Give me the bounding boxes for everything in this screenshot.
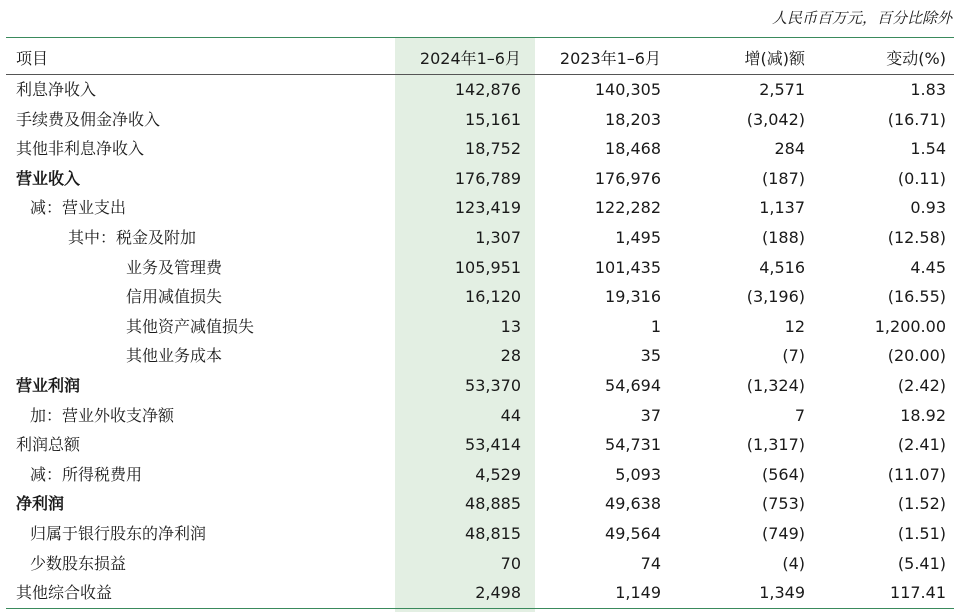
value-2024h1: 48,815: [465, 523, 521, 543]
value-change-amount: (753): [761, 494, 805, 514]
value-2024h1: 18,752: [465, 139, 521, 159]
value-change-percent: (0.11): [897, 168, 946, 188]
value-change-amount: (1,317): [746, 435, 805, 455]
value-2023h1: 18,203: [605, 109, 661, 129]
row-label: 信用减值损失: [126, 287, 223, 307]
row-label: 加：营业外收支净额: [30, 405, 175, 425]
table-row: [6, 430, 954, 460]
value-2024h1: 1,307: [475, 227, 521, 247]
unit-note: 人民币百万元，百分比除外: [771, 9, 952, 27]
value-2024h1: 2,498: [475, 583, 521, 603]
value-change-amount: 7: [794, 405, 805, 425]
value-2023h1: 49,564: [605, 523, 661, 543]
header-change-amount: 增(减)额: [675, 44, 815, 75]
value-change-amount: 2,571: [759, 80, 805, 99]
value-change-percent: (2.41): [897, 435, 946, 455]
table-top-rule: [6, 37, 954, 38]
value-2024h1: 48,885: [465, 494, 521, 514]
table-row: [6, 134, 954, 164]
header-item: 项目: [6, 44, 395, 75]
value-2023h1: 140,305: [594, 80, 661, 99]
value-change-percent: 0.93: [910, 198, 946, 218]
value-change-amount: (7): [782, 346, 805, 366]
row-label: 减：营业支出: [30, 198, 127, 218]
value-change-percent: 1.83: [910, 80, 946, 99]
table-bottom-rule: [6, 608, 954, 609]
table-row: [6, 253, 954, 283]
value-change-amount: (564): [761, 464, 805, 484]
value-2023h1: 1,149: [615, 583, 661, 603]
header-2024h1: 2024年1–6月: [395, 44, 535, 75]
value-change-percent: 117.41: [890, 583, 946, 603]
value-change-amount: 1,137: [759, 198, 805, 218]
value-change-percent: (11.07): [887, 464, 946, 484]
value-change-amount: (749): [761, 523, 805, 543]
value-2024h1: 13: [500, 316, 521, 336]
table-row: [6, 401, 954, 431]
value-change-percent: (16.71): [887, 109, 946, 129]
value-2024h1: 142,876: [454, 80, 521, 99]
table-row: [6, 312, 954, 342]
value-2023h1: 5,093: [615, 464, 661, 484]
value-change-amount: 284: [774, 139, 805, 159]
value-change-amount: (3,196): [746, 287, 805, 307]
value-change-percent: (1.52): [897, 494, 946, 514]
row-label: 归属于银行股东的净利润: [30, 523, 207, 543]
value-2023h1: 101,435: [594, 257, 661, 277]
value-2023h1: 18,468: [605, 139, 661, 159]
row-label: 其他资产减值损失: [126, 316, 255, 336]
row-label: 营业收入: [16, 168, 81, 188]
value-change-amount: (187): [761, 168, 805, 188]
table-row: [6, 549, 954, 579]
value-change-percent: 18.92: [900, 405, 946, 425]
row-label: 其中：税金及附加: [68, 227, 197, 247]
value-2023h1: 176,976: [594, 168, 661, 188]
value-change-percent: 1,200.00: [874, 316, 946, 336]
value-2024h1: 53,370: [465, 375, 521, 395]
value-change-percent: (20.00): [887, 346, 946, 366]
row-label: 业务及管理费: [126, 257, 223, 277]
table-row: [6, 282, 954, 312]
value-2024h1: 15,161: [465, 109, 521, 129]
value-2024h1: 176,789: [454, 168, 521, 188]
row-label: 其他业务成本: [126, 346, 223, 366]
row-label: 其他综合收益: [16, 583, 113, 603]
row-label: 少数股东损益: [30, 553, 127, 573]
value-change-amount: 4,516: [759, 257, 805, 277]
value-2023h1: 37: [640, 405, 661, 425]
value-2023h1: 1,495: [615, 227, 661, 247]
value-2024h1: 4,529: [475, 464, 521, 484]
value-2023h1: 122,282: [594, 198, 661, 218]
value-change-amount: 12: [784, 316, 805, 336]
header-row: [6, 44, 954, 75]
table-row: [6, 519, 954, 549]
value-change-amount: (1,324): [746, 375, 805, 395]
value-change-amount: (188): [761, 227, 805, 247]
value-2024h1: 28: [500, 346, 521, 366]
value-change-percent: (1.51): [897, 523, 946, 543]
header-change-percent: 变动(%): [815, 44, 954, 75]
value-2023h1: 35: [640, 346, 661, 366]
value-2024h1: 123,419: [454, 198, 521, 218]
value-2023h1: 54,731: [605, 435, 661, 455]
value-2024h1: 44: [500, 405, 521, 425]
value-change-percent: (2.42): [897, 375, 946, 395]
row-label: 利润总额: [16, 435, 81, 455]
table-row: [6, 460, 954, 490]
value-change-percent: (12.58): [887, 227, 946, 247]
table-row: [6, 164, 954, 194]
table-row: [6, 341, 954, 371]
value-change-percent: 4.45: [910, 257, 946, 277]
value-change-amount: (4): [782, 553, 805, 573]
table-row: [6, 193, 954, 223]
value-2024h1: 70: [500, 553, 521, 573]
table-row: [6, 371, 954, 401]
table-row: [6, 75, 954, 105]
value-2024h1: 16,120: [465, 287, 521, 307]
value-2024h1: 53,414: [465, 435, 521, 455]
value-2023h1: 49,638: [605, 494, 661, 514]
value-2023h1: 54,694: [605, 375, 661, 395]
table-row: [6, 578, 954, 608]
table-row: [6, 489, 954, 519]
header-2023h1: 2023年1–6月: [535, 44, 675, 75]
value-change-percent: (5.41): [897, 553, 946, 573]
table-row: [6, 223, 954, 253]
row-label: 营业利润: [16, 375, 81, 395]
table-body: [6, 44, 954, 608]
row-label: 利息净收入: [16, 80, 97, 99]
value-2023h1: 1: [650, 316, 661, 336]
value-change-amount: 1,349: [759, 583, 805, 603]
value-change-percent: (16.55): [887, 287, 946, 307]
row-label: 减：所得税费用: [30, 464, 143, 484]
row-label: 手续费及佣金净收入: [16, 109, 161, 129]
income-statement-table: [6, 44, 954, 608]
value-change-percent: 1.54: [910, 139, 946, 159]
row-label: 净利润: [16, 494, 65, 514]
value-2024h1: 105,951: [454, 257, 521, 277]
row-label: 其他非利息净收入: [16, 139, 145, 159]
value-change-amount: (3,042): [746, 109, 805, 129]
value-2023h1: 19,316: [605, 287, 661, 307]
table-row: [6, 105, 954, 135]
value-2023h1: 74: [640, 553, 661, 573]
